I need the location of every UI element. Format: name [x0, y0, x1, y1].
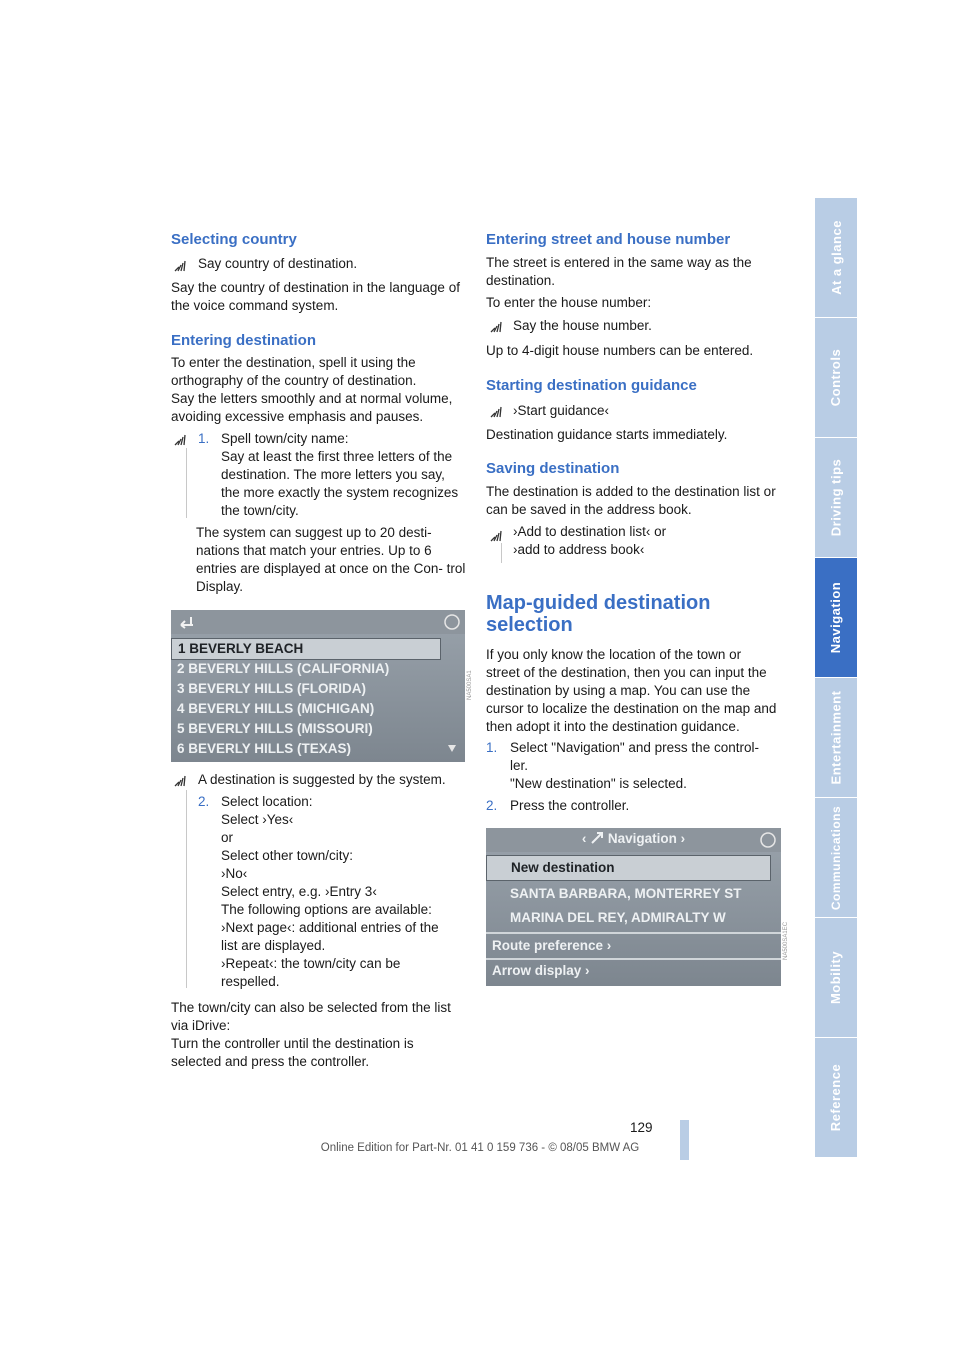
list-item[interactable]: 3 BEVERLY HILLS (FLORIDA)	[177, 681, 367, 696]
paragraph: Say the country of destination in the language of the voice command system.	[171, 280, 460, 313]
step-2-lines	[221, 793, 439, 991]
footer-text: Online Edition for Part-Nr. 01 41 0 159 736 - © 08/05 BMW AG	[320, 1142, 640, 1154]
tab-label: Navigation	[828, 581, 844, 654]
paragraph: Destination guidance starts immediately.	[486, 427, 728, 442]
control-display-screen	[486, 828, 781, 986]
voice-command-icon	[489, 529, 503, 543]
sidebar-tab-reference[interactable]	[815, 1038, 857, 1157]
screen-title-row	[486, 831, 781, 846]
menu-option[interactable]: Arrow display ›	[492, 963, 590, 978]
step-line: or	[221, 830, 234, 845]
menu-item[interactable]: MARINA DEL REY, ADMIRALTY W	[510, 910, 726, 925]
voice-command-icon	[489, 405, 503, 419]
tab-label: Controls	[828, 348, 844, 407]
divider	[486, 932, 781, 934]
heading-line: selection	[486, 614, 573, 636]
scroll-down-icon[interactable]	[447, 743, 457, 753]
paragraph: To enter the destination, spell it using the orthography of the country of destination.	[171, 355, 417, 388]
step-title: Spell town/city name:	[221, 431, 349, 446]
screen-header	[171, 610, 465, 634]
step-line: Select "Navigation" and press the control-	[510, 740, 759, 755]
sidebar-tab-driving-tips[interactable]	[815, 438, 857, 557]
step-line: ›Next page‹: additional entries of the	[221, 920, 439, 935]
heading-map-guided	[486, 592, 710, 636]
step-text: Press the controller.	[510, 798, 630, 813]
menu-option[interactable]: Route preference ›	[492, 938, 612, 953]
menu-item-selected[interactable]: New destination	[486, 855, 771, 881]
paragraph: The destination is added to the destination list or can be saved in the address book.	[486, 484, 776, 517]
voice-command-text: ›add to address book‹	[513, 542, 645, 557]
screen-title: Navigation	[607, 831, 677, 846]
navigation-icon	[590, 831, 604, 845]
step-number: 1.	[486, 740, 498, 755]
step-line: ›No‹	[221, 866, 248, 881]
step-line: Select other town/city:	[221, 848, 354, 863]
page-number: 129	[630, 1120, 653, 1135]
step-line: ›Repeat‹: the town/city can be	[221, 956, 401, 971]
tab-label: Reference	[828, 1063, 844, 1132]
paragraph: Say the letters smoothly and at normal volume, avoiding excessive emphasis and pauses.	[171, 391, 453, 424]
paragraph: If you only know the location of the town or street of the destination, then you can input the destination by using a map. You can use the cursor to localize the destination on the map and then adopt it into the destination guidance.	[486, 647, 777, 734]
voice-command-text: A destination is suggested by the system.	[198, 772, 446, 787]
step-line: Select location:	[221, 794, 313, 809]
list-item[interactable]: 2 BEVERLY HILLS (CALIFORNIA)	[177, 661, 390, 676]
heading-saving-destination: Saving destination	[486, 460, 620, 477]
paragraph: The street is entered in the same way as the destination.	[486, 255, 752, 288]
tab-label: Communications	[829, 805, 843, 910]
step-text: Say at least the first three letters of the destination. The more letters you say, the more exactly the system recognizes the town/city.	[221, 449, 459, 518]
paragraph: To enter the house number:	[486, 295, 652, 310]
tab-label: At a glance	[828, 220, 844, 295]
list-item[interactable]: 5 BEVERLY HILLS (MISSOURI)	[177, 721, 373, 736]
heading-entering-street: Entering street and house number	[486, 231, 731, 248]
heading-starting-guidance: Starting destination guidance	[486, 377, 697, 394]
list-item-selected[interactable]: 1 BEVERLY BEACH	[171, 638, 441, 660]
heading-selecting-country: Selecting country	[171, 231, 297, 248]
control-display-screen	[171, 610, 465, 762]
voice-command-text: Say country of destination.	[198, 256, 358, 271]
scroll-control-icon[interactable]	[443, 612, 461, 632]
page-marker	[680, 1120, 689, 1160]
sidebar-tab-entertainment[interactable]	[815, 678, 857, 797]
step-number: 2.	[198, 794, 210, 809]
sidebar-tab-mobility[interactable]	[815, 918, 857, 1037]
step-line: "New destination" is selected.	[510, 776, 687, 791]
tab-label: Entertainment	[828, 690, 844, 785]
back-arrow-icon[interactable]	[177, 615, 195, 629]
paragraph: Turn the controller until the destination is selected and press the controller.	[171, 1036, 414, 1069]
list-item[interactable]: 6 BEVERLY HILLS (TEXAS)	[177, 741, 352, 756]
voice-bar	[186, 790, 187, 988]
paragraph: The system can suggest up to 20 desti- nations that match your entries. Up to 6 entries are displayed at once on the Con- trol Display.	[196, 525, 466, 594]
voice-command-text: ›Start guidance‹	[513, 403, 610, 418]
step-line: Select ›Yes‹	[221, 812, 294, 827]
voice-command-icon	[173, 774, 187, 788]
image-code: NA500SA1EC	[783, 921, 789, 960]
voice-bar	[501, 543, 502, 563]
paragraph: The town/city can also be selected from the list via iDrive:	[171, 1000, 451, 1033]
menu-item[interactable]: SANTA BARBARA, MONTERREY ST	[510, 886, 742, 901]
chevron-right-icon[interactable]: ›	[680, 831, 686, 846]
sidebar-tab-at-a-glance[interactable]	[815, 198, 857, 317]
voice-command-icon	[173, 259, 187, 273]
divider	[486, 958, 781, 960]
step-number: 1.	[198, 431, 210, 446]
voice-command-icon	[489, 320, 503, 334]
step-line: Select entry, e.g. ›Entry 3‹	[221, 884, 377, 899]
voice-bar	[186, 448, 187, 518]
step-line: respelled.	[221, 974, 280, 989]
heading-line: Map-guided destination	[486, 592, 711, 614]
step-line: The following options are available:	[221, 902, 432, 917]
sidebar-tab-communications[interactable]	[815, 798, 857, 917]
scroll-control-icon[interactable]	[759, 830, 777, 850]
list-item[interactable]: 4 BEVERLY HILLS (MICHIGAN)	[177, 701, 375, 716]
voice-command-text: Say the house number.	[513, 318, 652, 333]
step-line: ler.	[510, 758, 529, 773]
sidebar-tab-controls[interactable]	[815, 318, 857, 437]
step-1-lines	[510, 739, 759, 793]
chevron-left-icon[interactable]: ‹	[581, 831, 587, 846]
step-line: list are displayed.	[221, 938, 326, 953]
voice-command-icon	[173, 433, 187, 447]
image-code: NA500SA1	[467, 670, 473, 700]
tab-label: Mobility	[828, 950, 844, 1005]
sidebar-tab-navigation[interactable]	[815, 558, 857, 677]
paragraph: Up to 4-digit house numbers can be entered.	[486, 343, 754, 358]
heading-entering-destination: Entering destination	[171, 332, 317, 349]
voice-command-text: ›Add to destination list‹ or	[513, 524, 667, 539]
tab-label: Driving tips	[828, 458, 844, 537]
step-number: 2.	[486, 798, 498, 813]
